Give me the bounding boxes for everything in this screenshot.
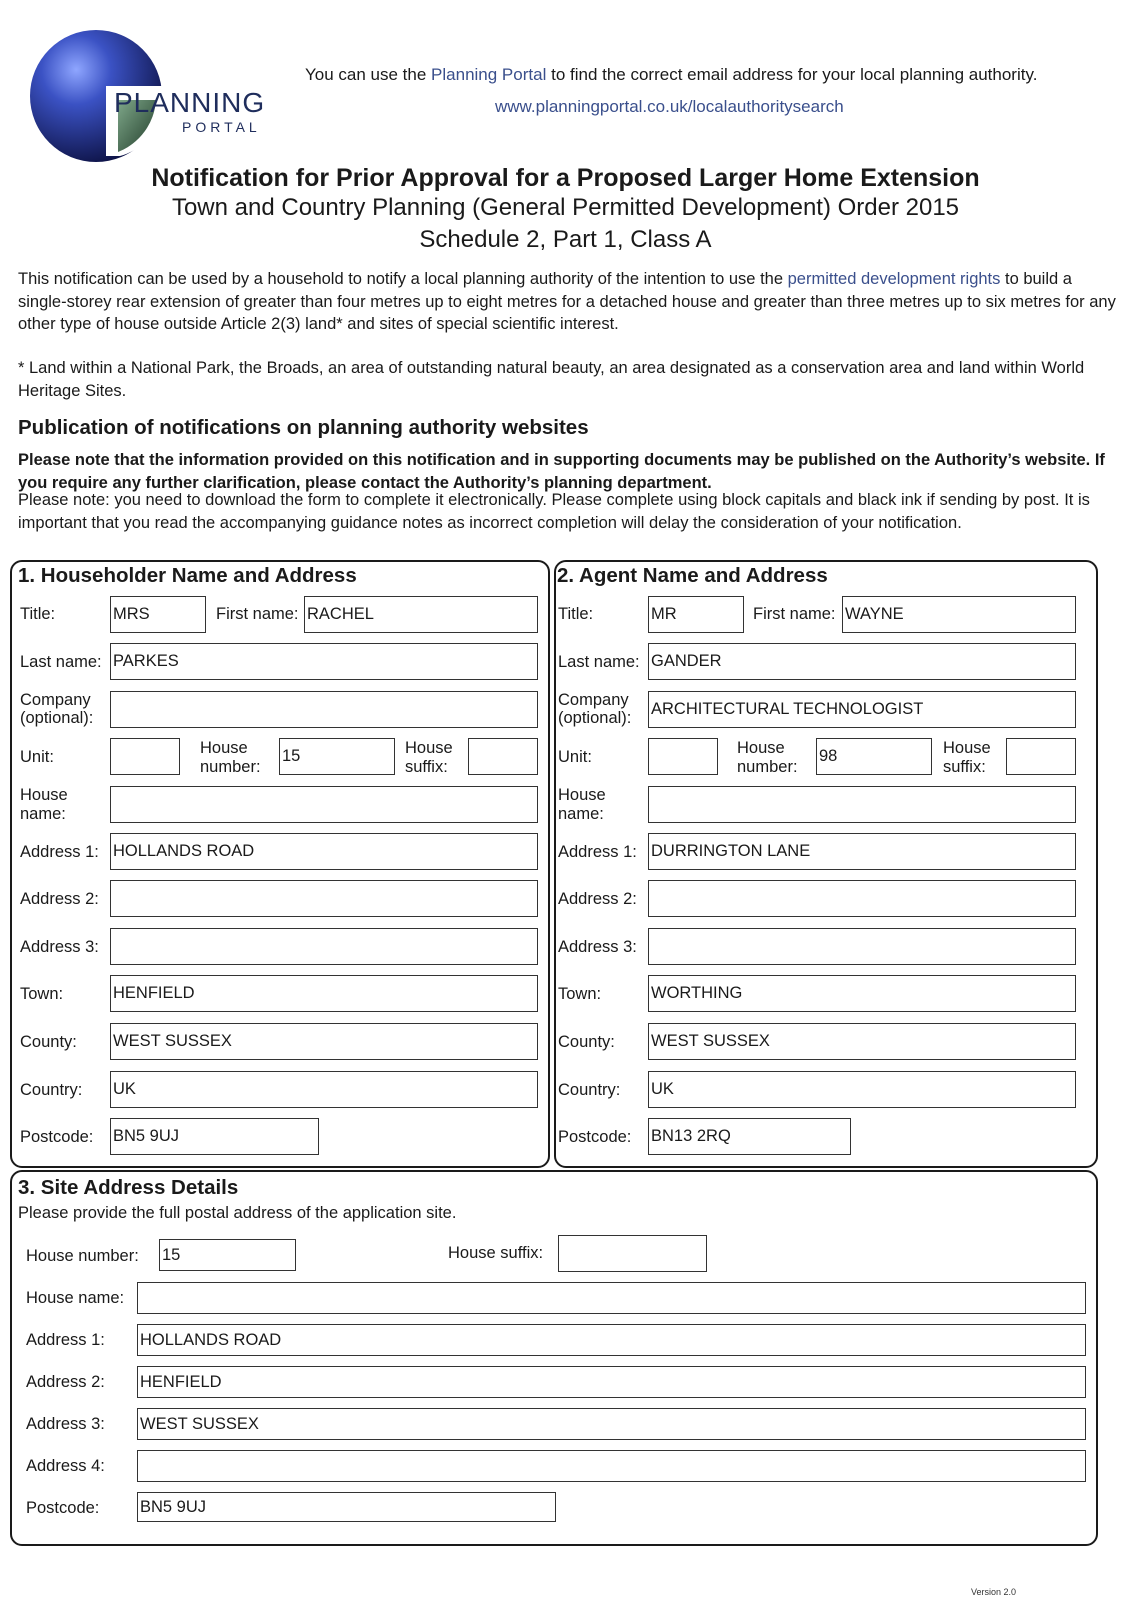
- householder-house-suffix-field[interactable]: [468, 738, 538, 775]
- label-county: County:: [20, 1033, 77, 1051]
- site-address-heading: 3. Site Address Details: [18, 1176, 239, 1199]
- label-title: Title:: [558, 605, 594, 623]
- householder-address3-field[interactable]: [110, 928, 538, 965]
- agent-house-number-field[interactable]: 98: [816, 738, 932, 775]
- label-postcode: Postcode:: [558, 1128, 632, 1146]
- label-name: name:: [558, 805, 604, 823]
- label-unit: Unit:: [558, 748, 592, 766]
- label-company: Company: [558, 691, 629, 709]
- householder-country-field[interactable]: UK: [110, 1071, 538, 1108]
- intro-text: This notification can be used by a household to notify a local planning authority of the intention to use the: [18, 270, 784, 288]
- page-subtitle: Town and Country Planning (General Permitted Development) Order 2015: [171, 194, 960, 221]
- label-house: House: [405, 739, 453, 757]
- instructions: Please note: you need to download the form to complete it electronically. Please complete using block capitals and black ink if sending by post. It is important that you read the accompanying guidance notes as incorrect completion will delay the consideration of your notification.: [18, 491, 1090, 532]
- site-address-description: Please provide the full postal address of the application site.: [18, 1204, 457, 1222]
- agent-town-field[interactable]: WORTHING: [648, 975, 1076, 1012]
- globe-icon: [28, 28, 298, 173]
- label-last-name: Last name:: [558, 653, 640, 671]
- householder-unit-field[interactable]: [110, 738, 180, 775]
- site-house-suffix-field[interactable]: [558, 1235, 707, 1272]
- label-country: Country:: [20, 1081, 83, 1099]
- label-house: House: [737, 739, 785, 757]
- householder-company-field[interactable]: [110, 691, 538, 728]
- label-address-2: Address 2:: [20, 890, 99, 908]
- label-first-name: First name:: [753, 605, 836, 623]
- publication-note: Please note that the information provided on this notification and in supporting documents may be published on the Authority’s website. If you require any further clarification, please contact the Authority’s planning department.: [18, 451, 1105, 492]
- label-address-3: Address 3:: [20, 938, 99, 956]
- header-prefix: You can use the: [305, 65, 427, 84]
- label-unit: Unit:: [20, 748, 54, 766]
- agent-address1-field[interactable]: DURRINGTON LANE: [648, 833, 1076, 870]
- label-house: House: [20, 786, 68, 804]
- permitted-development-link[interactable]: permitted development rights: [787, 270, 1001, 288]
- householder-heading: 1. Householder Name and Address: [18, 564, 357, 587]
- label-number: number:: [200, 758, 261, 776]
- site-address-section: [10, 1170, 1098, 1546]
- label-town: Town:: [20, 985, 64, 1003]
- planning-portal-logo: [28, 28, 298, 173]
- label-suffix: suffix:: [943, 758, 986, 776]
- intro-paragraph: [18, 268, 1118, 336]
- label-address-2: Address 2:: [558, 890, 637, 908]
- agent-house-name-field[interactable]: [648, 786, 1076, 823]
- publication-heading: Publication of notifications on planning authority websites: [18, 416, 589, 439]
- version-label: Version 2.0: [970, 1587, 1016, 1597]
- site-address1-field[interactable]: HOLLANDS ROAD: [137, 1324, 1086, 1356]
- householder-address2-field[interactable]: [110, 880, 538, 917]
- label-company: Company: [20, 691, 91, 709]
- label-name: name:: [20, 805, 66, 823]
- label-number: number:: [737, 758, 798, 776]
- label-postcode: Postcode:: [20, 1128, 94, 1146]
- label-address-2: Address 2:: [26, 1373, 105, 1391]
- agent-postcode-field[interactable]: BN13 2RQ: [648, 1118, 851, 1155]
- label-house-number: House number:: [26, 1247, 139, 1265]
- label-address-3: Address 3:: [558, 938, 637, 956]
- label-house: House: [943, 739, 991, 757]
- agent-last-name-field[interactable]: GANDER: [648, 643, 1076, 680]
- intro-text-cont: to build a single-storey rear extension of greater than four metres up to eight metres for a detached house and greater than three metres up to six metres for any other type of house outside Article 2(3) land* and sites of special scientific interest.: [18, 270, 1116, 333]
- footnote: * Land within a National Park, the Broads, an area of outstanding natural beauty, an area designated as a conservation area and land within World Heritage Sites.: [18, 359, 1085, 400]
- label-last-name: Last name:: [20, 653, 102, 671]
- page-title: Notification for Prior Approval for a Proposed Larger Home Extension: [151, 164, 980, 192]
- label-house-name: House name:: [26, 1289, 125, 1307]
- header-info: [305, 65, 1037, 85]
- agent-house-suffix-field[interactable]: [1006, 738, 1076, 775]
- householder-town-field[interactable]: HENFIELD: [110, 975, 538, 1012]
- site-address4-field[interactable]: [137, 1450, 1086, 1482]
- householder-first-name-field[interactable]: RACHEL: [304, 596, 538, 633]
- authority-search-url[interactable]: www.planningportal.co.uk/localauthoritysearch: [495, 97, 844, 116]
- householder-last-name-field[interactable]: PARKES: [110, 643, 538, 680]
- label-optional: (optional):: [558, 709, 632, 727]
- header-suffix: to find the correct email address for your local planning authority.: [551, 65, 1038, 84]
- agent-address2-field[interactable]: [648, 880, 1076, 917]
- householder-house-name-field[interactable]: [110, 786, 538, 823]
- label-house: House: [558, 786, 606, 804]
- label-country: Country:: [558, 1081, 621, 1099]
- householder-postcode-field[interactable]: BN5 9UJ: [110, 1118, 319, 1155]
- brand-main-text: PLANNING: [114, 87, 266, 118]
- label-address-1: Address 1:: [26, 1331, 105, 1349]
- householder-title-field[interactable]: MRS: [110, 596, 206, 633]
- label-address-1: Address 1:: [20, 843, 99, 861]
- label-suffix: suffix:: [405, 758, 448, 776]
- label-address-4: Address 4:: [26, 1457, 105, 1475]
- householder-county-field[interactable]: WEST SUSSEX: [110, 1023, 538, 1060]
- label-house: House: [200, 739, 248, 757]
- label-title: Title:: [20, 605, 56, 623]
- site-address2-field[interactable]: HENFIELD: [137, 1366, 1086, 1398]
- planning-portal-link[interactable]: Planning Portal: [431, 65, 547, 84]
- agent-country-field[interactable]: UK: [648, 1071, 1076, 1108]
- label-house-suffix: House suffix:: [448, 1244, 544, 1262]
- householder-house-number-field[interactable]: 15: [279, 738, 395, 775]
- site-house-name-field[interactable]: [137, 1282, 1086, 1314]
- householder-address1-field[interactable]: HOLLANDS ROAD: [110, 833, 538, 870]
- agent-county-field[interactable]: WEST SUSSEX: [648, 1023, 1076, 1060]
- label-optional: (optional):: [20, 709, 94, 727]
- label-postcode: Postcode:: [26, 1499, 100, 1517]
- label-county: County:: [558, 1033, 615, 1051]
- label-first-name: First name:: [216, 605, 299, 623]
- agent-unit-field[interactable]: [648, 738, 718, 775]
- label-address-3: Address 3:: [26, 1415, 105, 1433]
- agent-first-name-field[interactable]: WAYNE: [842, 596, 1076, 633]
- agent-address3-field[interactable]: [648, 928, 1076, 965]
- agent-title-field[interactable]: MR: [648, 596, 744, 633]
- site-house-number-field[interactable]: 15: [159, 1239, 296, 1271]
- site-postcode-field[interactable]: BN5 9UJ: [137, 1492, 556, 1522]
- agent-heading: 2. Agent Name and Address: [557, 564, 828, 587]
- label-town: Town:: [558, 985, 602, 1003]
- label-address-1: Address 1:: [558, 843, 637, 861]
- site-address3-field[interactable]: WEST SUSSEX: [137, 1408, 1086, 1440]
- page-subtitle-schedule: Schedule 2, Part 1, Class A: [419, 226, 712, 253]
- agent-company-field[interactable]: ARCHITECTURAL TECHNOLOGIST: [648, 691, 1076, 728]
- brand-sub-text: PORTAL: [182, 119, 261, 135]
